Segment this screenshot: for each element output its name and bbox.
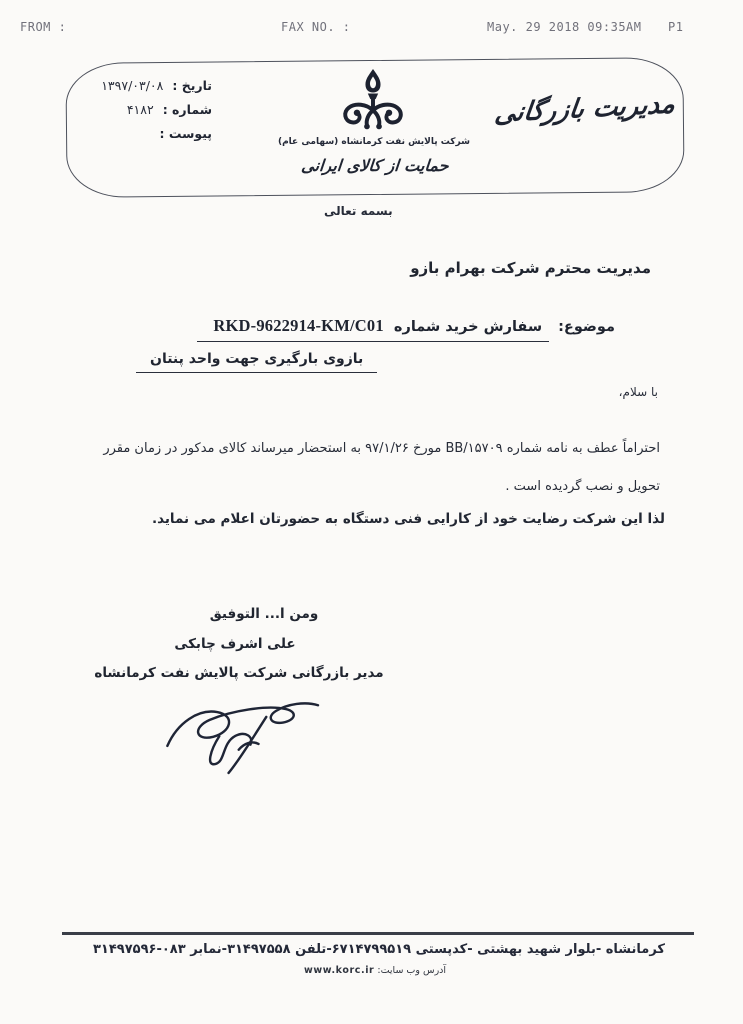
department-title: مدیریت بازرگانی bbox=[493, 89, 677, 129]
company-name: شرکت پالایش نفت کرمانشاه (سهامی عام) bbox=[277, 137, 470, 147]
number-row bbox=[86, 102, 212, 117]
subject-label: موضوع: bbox=[558, 319, 615, 335]
fax-timestamp: May. 29 2018 09:35AM bbox=[487, 20, 642, 34]
fax-number-label: FAX NO. : bbox=[281, 20, 351, 34]
date-label: تاریخ : bbox=[172, 78, 212, 93]
footer-address: کرمانشاه -بلوار شهید بهشتی -کدپستی ۶۷۱۴۷۹۹۵۱۹-تلفن ۳۱۴۹۷۵۵۸-نمابر ۰۸۳-۳۱۴۹۷۵۹۶ bbox=[92, 942, 665, 957]
subject-underlined-group bbox=[197, 316, 549, 342]
website-url: www.korc.ir bbox=[303, 965, 375, 976]
attachment-label: پیوست : bbox=[159, 126, 212, 141]
subject-order-code: RKD-9622914-KM/C01 bbox=[213, 316, 384, 335]
body-paragraph-line-2: تحویل و نصب گردیده است . bbox=[505, 479, 660, 494]
number-value: ۴۱۸۲ bbox=[126, 102, 154, 117]
signer-title: مدیر بازرگانی شرکت پالایش نفت کرمانشاه bbox=[94, 665, 384, 681]
subject-line bbox=[197, 316, 615, 342]
handwritten-signature-icon bbox=[144, 670, 344, 788]
letterhead-fields bbox=[86, 78, 212, 150]
letterhead-slogan: حمایت از کالای ایرانی bbox=[300, 156, 450, 175]
fax-from-label: FROM : bbox=[20, 20, 67, 34]
body-paragraph-line-3: لذا این شرکت رضایت خود از کارایی فنی دستگاه به حضورتان اعلام می نماید. bbox=[151, 511, 665, 527]
nioc-flame-emblem-icon bbox=[334, 68, 412, 134]
attachment-row bbox=[86, 126, 212, 141]
date-row bbox=[86, 78, 212, 93]
closing-line: ومن ا... التوفیق bbox=[209, 606, 319, 622]
website-label: آدرس وب سایت: bbox=[377, 965, 447, 976]
footer-divider bbox=[62, 932, 694, 935]
fax-page-number: P1 bbox=[668, 20, 684, 34]
footer-website-line bbox=[255, 965, 495, 976]
bismillah-line: بسمه تعالی bbox=[324, 204, 393, 218]
subject-line-2: بازوی بارگیری جهت واحد پنتان bbox=[136, 351, 377, 373]
subject-text: سفارش خرید شماره bbox=[393, 319, 543, 335]
date-value: ۱۳۹۷/۰۳/۰۸ bbox=[101, 78, 164, 93]
body-paragraph-line-1: احتراماً عطف به نامه شماره ⁦BB/۱۵۷۰۹⁩ مورخ ۹۷/۱/۲۶ به استحضار میرساند کالای مدکور در زمان مقرر bbox=[103, 441, 660, 456]
recipient-line: مدیریت محترم شرکت بهرام بازو bbox=[410, 259, 651, 277]
number-label: شماره : bbox=[162, 102, 212, 117]
salutation-line: با سلام، bbox=[618, 385, 658, 399]
signer-name: علی اشرف چابکی bbox=[174, 636, 296, 652]
fax-header bbox=[0, 20, 743, 38]
